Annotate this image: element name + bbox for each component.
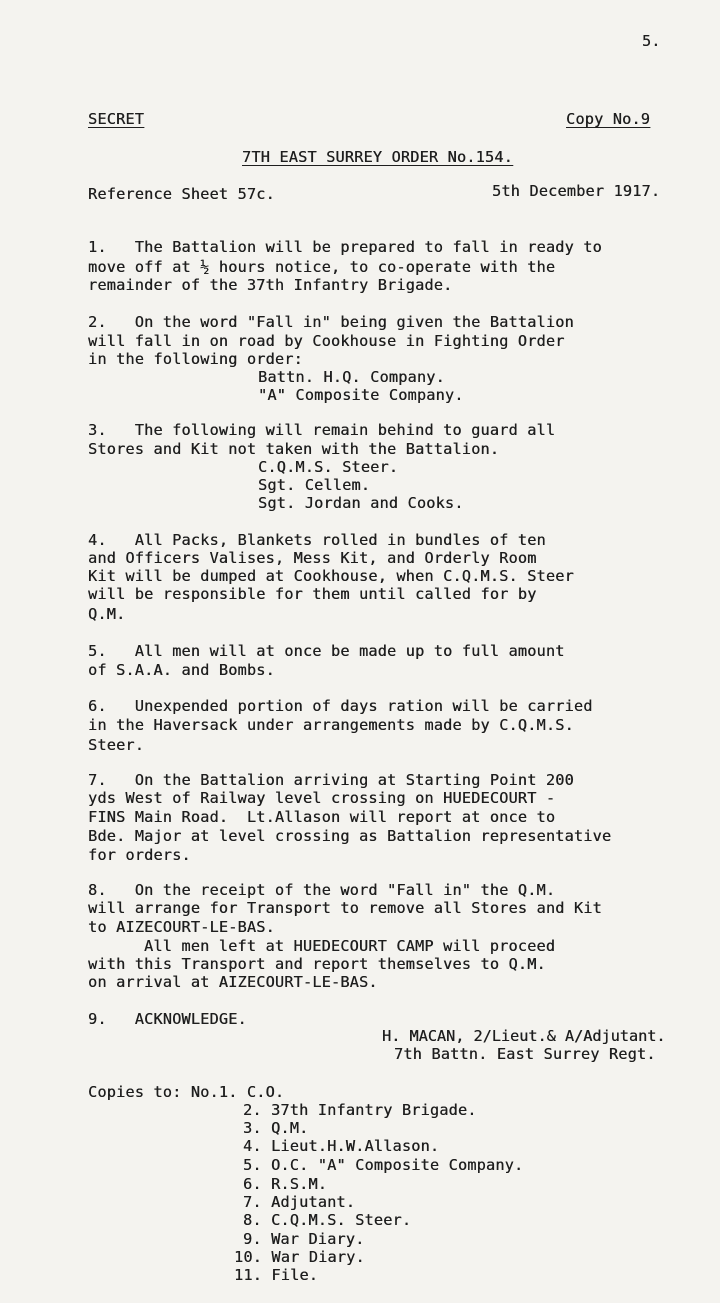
copies-item: 2. 37th Infantry Brigade. <box>243 1101 477 1119</box>
para-2-line-1: 2. On the word "Fall in" being given the Battalion <box>88 313 574 331</box>
para-4-line-5: Q.M. <box>88 605 126 623</box>
para-8-line-2: will arrange for Transport to remove all Stores and Kit <box>88 899 602 917</box>
copies-item: 7. Adjutant. <box>243 1193 356 1211</box>
copies-item: 8. C.Q.M.S. Steer. <box>243 1211 412 1229</box>
order-date: 5th December 1917. <box>492 182 661 200</box>
para-3-list-item: Sgt. Cellem. <box>258 476 371 494</box>
copies-label: Copies to: No.1. C.O. <box>88 1083 285 1101</box>
para-1-line-2: move off at ½ hours notice, to co-operate with the <box>88 258 556 276</box>
para-8b-line-2: with this Transport and report themselves to Q.M. <box>88 955 546 973</box>
para-8-line-3: to AIZECOURT-LE-BAS. <box>88 918 275 936</box>
para-7-line-5: for orders. <box>88 846 191 864</box>
para-8b-line-1: All men left at HUEDECOURT CAMP will proceed <box>144 937 556 955</box>
para-7-line-1: 7. On the Battalion arriving at Starting Point 200 <box>88 771 574 789</box>
para-9-acknowledge: 9. ACKNOWLEDGE. <box>88 1010 247 1028</box>
para-4-line-2: and Officers Valises, Mess Kit, and Orderly Room <box>88 549 537 567</box>
classification: SECRET <box>88 110 145 128</box>
para-8b-line-3: on arrival at AIZECOURT-LE-BAS. <box>88 973 378 991</box>
para-6-line-3: Steer. <box>88 736 145 754</box>
para-4-line-4: will be responsible for them until called for by <box>88 585 537 603</box>
reference-sheet: Reference Sheet 57c. <box>88 185 275 203</box>
signature-line-1: H. MACAN, 2/Lieut.& A/Adjutant. <box>382 1027 666 1045</box>
para-5-line-1: 5. All men will at once be made up to full amount <box>88 642 565 660</box>
para-2-line-3: in the following order: <box>88 350 303 368</box>
para-2-list-item: "A" Composite Company. <box>258 386 464 404</box>
copies-item: 10. War Diary. <box>234 1248 365 1266</box>
copies-item: 9. War Diary. <box>243 1230 365 1248</box>
para-7-line-4: Bde. Major at level crossing as Battalion representative <box>88 827 612 845</box>
para-3-line-2: Stores and Kit not taken with the Battalion. <box>88 440 500 458</box>
para-1-line-1: 1. The Battalion will be prepared to fall in ready to <box>88 238 602 256</box>
para-8-line-1: 8. On the receipt of the word "Fall in" the Q.M. <box>88 881 556 899</box>
para-7-line-3: FINS Main Road. Lt.Allason will report at once to <box>88 808 556 826</box>
para-2-list-item: Battn. H.Q. Company. <box>258 368 445 386</box>
para-4-line-3: Kit will be dumped at Cookhouse, when C.Q.M.S. Steer <box>88 567 574 585</box>
copies-item: 5. O.C. "A" Composite Company. <box>243 1156 524 1174</box>
para-1-line-3: remainder of the 37th Infantry Brigade. <box>88 276 453 294</box>
copies-item: 11. File. <box>234 1266 319 1284</box>
signature-line-2: 7th Battn. East Surrey Regt. <box>394 1045 656 1063</box>
copies-item: 4. Lieut.H.W.Allason. <box>243 1137 440 1155</box>
page-number: 5. <box>642 32 661 50</box>
copies-item: 3. Q.M. <box>243 1119 309 1137</box>
para-3-list-item: Sgt. Jordan and Cooks. <box>258 494 464 512</box>
para-3-list-item: C.Q.M.S. Steer. <box>258 458 399 476</box>
para-3-line-1: 3. The following will remain behind to guard all <box>88 421 556 439</box>
order-title: 7TH EAST SURREY ORDER No.154. <box>242 148 513 166</box>
copies-item: 6. R.S.M. <box>243 1175 328 1193</box>
para-4-line-1: 4. All Packs, Blankets rolled in bundles of ten <box>88 531 546 549</box>
para-5-line-2: of S.A.A. and Bombs. <box>88 661 275 679</box>
para-6-line-2: in the Haversack under arrangements made by C.Q.M.S. <box>88 716 574 734</box>
copy-number: Copy No.9 <box>566 110 651 128</box>
para-2-line-2: will fall in on road by Cookhouse in Fighting Order <box>88 332 565 350</box>
para-6-line-1: 6. Unexpended portion of days ration will be carried <box>88 697 593 715</box>
para-7-line-2: yds West of Railway level crossing on HUEDECOURT - <box>88 789 556 807</box>
